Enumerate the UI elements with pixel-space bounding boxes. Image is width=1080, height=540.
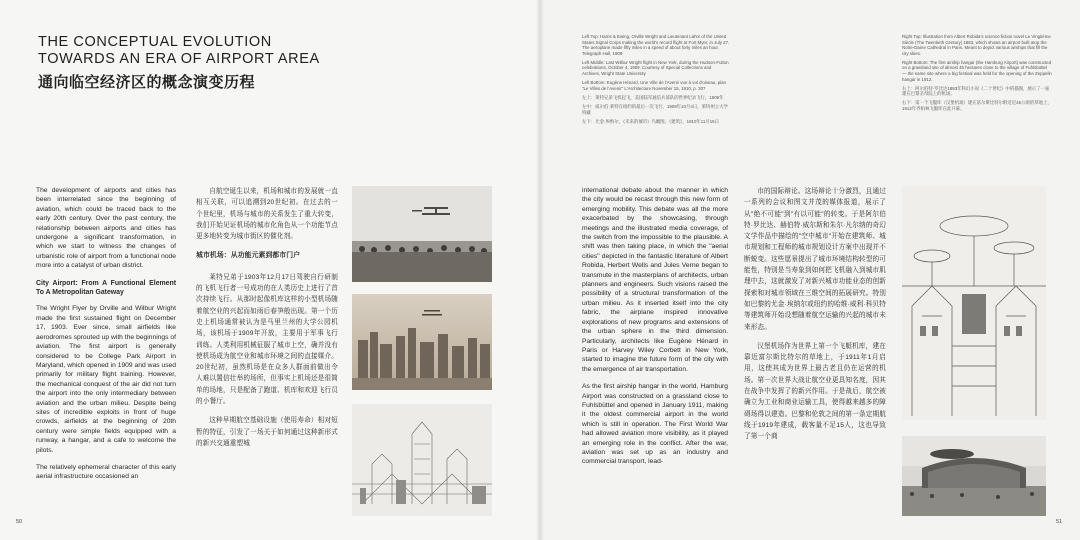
paragraph: 自航空诞生以来，机场和城市的发展就一直相互关联，可以追溯到20世纪初。在过去的一个世纪里，机场与城市的关系发生了重大转变，我们开始见证机场的城市化角色从一个功能节点更多地转变为城市街区的催化剂。 <box>196 188 338 241</box>
new-york-flight-photo <box>352 294 492 390</box>
paragraph: The development of airports and cities has been interrelated since the beginning of aviation, which could be traced back to the early 20th century. Over the past century, the relationship between airports and cities has undergone a significant transformation, in which we start to witness the changes of urbanistic role of airport from a functional node more into a catalyst of urban district. <box>36 187 176 270</box>
spine-gutter <box>536 0 544 540</box>
caption-item: 右上：阿尔伯特·罗比达1883年科幻小说《二十世纪》中的插图，展示了一座建在巴黎圣母院上的机场。 <box>902 85 1050 97</box>
caption-item: 左上：莱特兄弟飞机起飞，美国陆军通信兵部队的世界纪录飞行，1909年 <box>582 94 724 100</box>
caption-item: Left Top: Harris & Ewing, Orville Wright and Lieutenant Lahm of the United States Signal Corps making the world's record flight at Fort Myer, in July 27. The aeroplane made fifty miles in a speed of about forty miles an hour. Telegraph Hall, 1909 <box>582 34 730 56</box>
section-heading: 城市机场：从功能元素到都市门户 <box>196 252 301 260</box>
caption-block-right <box>902 34 1052 115</box>
city-of-future-illustration <box>352 404 492 516</box>
caption-item: 左中：威尔伯·莱特在纽约的最后一次飞行，1909年10月4日，莱特州立大学特藏 <box>582 103 728 115</box>
caption-item: Left Middle: Last Wilbur Wright flight in New York, during the Hudson-Fulton celebrations, October 4, 1909. Courtesy of Special Collections and Archives, Wright State University <box>582 59 729 77</box>
column-chinese-1 <box>196 186 338 457</box>
column-chinese-2 <box>744 186 886 451</box>
caption-item: 左下：尤金·埃纳尔，《未来的城市》鸟瞰图，《建筑》，1910年11月15日 <box>582 118 720 124</box>
title-english: THE CONCEPTUAL EVOLUTION TOWARDS AN ERA OF AIRPORT AREA <box>38 34 320 67</box>
paragraph: 市的国际辩论。这场辩论十分激烈，且通过一系列的会议和图文并茂的媒体报道，展示了从"绝不可能"到"有以可能"的转变。于是阿尔伯特·罗比达、赫伯特·威尔斯和朱尔·凡尔纳的奇幻文学作品中描绘的"空中城市"开始在建筑师、城市规划和工程师的城市规划设计方案中出现并不断蜕变。这些愿景提出了城市环境结构转型的可能性，特别是当寿象到如何把飞机融入到城市肌理中去，这就激发了对新兴城市功能业态的创新探索和对城市领域在三维空间的拓展研究。特别如巴黎的尤金·埃纳尔或纽约的哈维·威利·科贝特等建筑师开始设想随着航空运输的兴起的城市未来形态。 <box>744 188 886 331</box>
title-chinese: 通向临空经济区的概念演变历程 <box>38 74 256 91</box>
paragraph: The relatively ephemeral character of this early aerial infrastructure occasioned an <box>36 463 176 481</box>
robida-airport-illustration <box>902 186 1046 420</box>
wright-flyer-photo <box>352 186 492 282</box>
caption-item: 右下：第一个飞艇库（汉堡机场）建在富尔斯比特尔附近近45公顷的草地上，1912年齐柏林飞艇库在此开幕。 <box>902 100 1052 112</box>
section-heading: City Airport: From A Functional Element To A Metropolitan Gateway <box>36 279 176 297</box>
paragraph: 这种早期航空基础设施（使用寿命）相对短暂的特征，引发了一场关于如何通过这种新形式的新兴交通重塑城 <box>196 417 338 447</box>
paragraph: international debate about the manner in which the city would be recast through this new form of emerging mobility. This debate was all the more exacerbated by the showcasing, through meetings and the illustrated media coverage, of the switch from the impossible to the plausible. A shift was then taking place, in which the "aerial cities" depicted in the fantastic literature of Albert Robida, Herbert Wells and Jules Verne began to transmute in the masterplans of architects, urban planners and engineers. Such visions raised the possibility of a structural transformation of the urban milieu. As it inserted itself into the city fabric, the airplane inspired innovative explorations of new programs and extensions of the urban sphere in the third dimension. Particularly, architects like Eugène Hénard in Paris or Harvey Wiley Corbett in New York, started to imagine the future form of the city with the emergence of air transportation. <box>582 187 728 373</box>
page-number-left: 50 <box>16 519 23 525</box>
paragraph: 莱特兄弟于1903年12月17日驾驶自行研制的飞机飞行者一号成功的在人类历史上进行了首次持续飞行。从那时起像机库这样的小型机场随着航空业的兴起而如雨后春笋般出现。第一个历史上机场通常被认为是马里兰州的大学公园机场，该机场于1909年开放，主要用于军事飞行训练。人类利用机械征服了城市上空，确并没有使机场成为航空业和城市环境之间的直接媒介。20世纪初，虽然机场是在众多人群面前做出令人难以置信壮举的场所，但事实上机场还是很简单的场地，只是配备了跑道、机库和欢迎飞行员的小餐厅。 <box>196 273 338 406</box>
column-english-1 <box>36 186 176 490</box>
paragraph: The Wright Flyer by Orville and Wilbur Wright made the first sustained flight on December 17, 1903. Ever since, small airfields like aerodromes sprouted up with the beginnings of aviation. The first airport is generally considered to be College Park Airport in Maryland, which opened in 1909 and was used primarily for military flight training. However, the mechanical conquest of the air did not turn the airport into the only intermediary between aviation and the urban milieu. Despite being sites of incredible exploits in front of huge crowds, airfields at the beginning of 20th century were simple fields equipped with a runway, a hangar, and a cafe to welcome the pilots. <box>36 305 176 454</box>
caption-item: Left Bottom: Eugène Hénard, Une Ville de l'Avenir vue à vol d'oiseau, plan "Le Villes de l'Avenir" L'Architecture November 15, 1910, p. 307 <box>582 80 727 91</box>
column-english-2 <box>582 186 728 475</box>
caption-item: Right Top: Illustration from Albert Robida's science fiction novel Le Vingtième Siècle (The Twentieth Century) 1883, which shows an airport built atop the Notre-Dame Cathedral in Paris. Meant to depict various airships that fill the city skies. <box>902 34 1051 56</box>
paragraph: 汉堡机场作为世界上第一个飞艇机库，建在靠近富尔斯比特尔的草地上，于1911年1月启用，这使其成为世界上最古老且仍在运营的机场。第一次世界大战让航空业更具知名度，因其在战争中发挥了的新兴作用。于是战后，航空被确立为工业和商业运输工具，使得越来越多的障碍场得以建造。巴黎和伦敦之间的第一条定期航线于1919年建成，载客量不足15人，这也导致了第一个商 <box>744 342 886 441</box>
paragraph: As the first airship hangar in the world, Hamburg Airport was constructed on a grassland close to Fuhlsbüttel and opened in January 1911, making it the oldest commercial airport in the world which is still in operation. The First World War had allowed aviation more visibility, as it played an emerging role in the conflict. After the war, aviation was set up as an industry and commercial transport, lead- <box>582 383 728 466</box>
hamburg-airship-hangar-photo <box>902 436 1046 516</box>
caption-item: Right Bottom: The first airship hangar (the Hamburg Airport) was constructed on a grassland site of almost 45 hectares close to the village of Fuhlsbüttel — the same site where a big festival was held for the opening of the Zeppelin hangar in 1912. <box>902 59 1052 82</box>
caption-block-left <box>582 34 730 128</box>
page-number-right: 51 <box>1056 519 1063 525</box>
